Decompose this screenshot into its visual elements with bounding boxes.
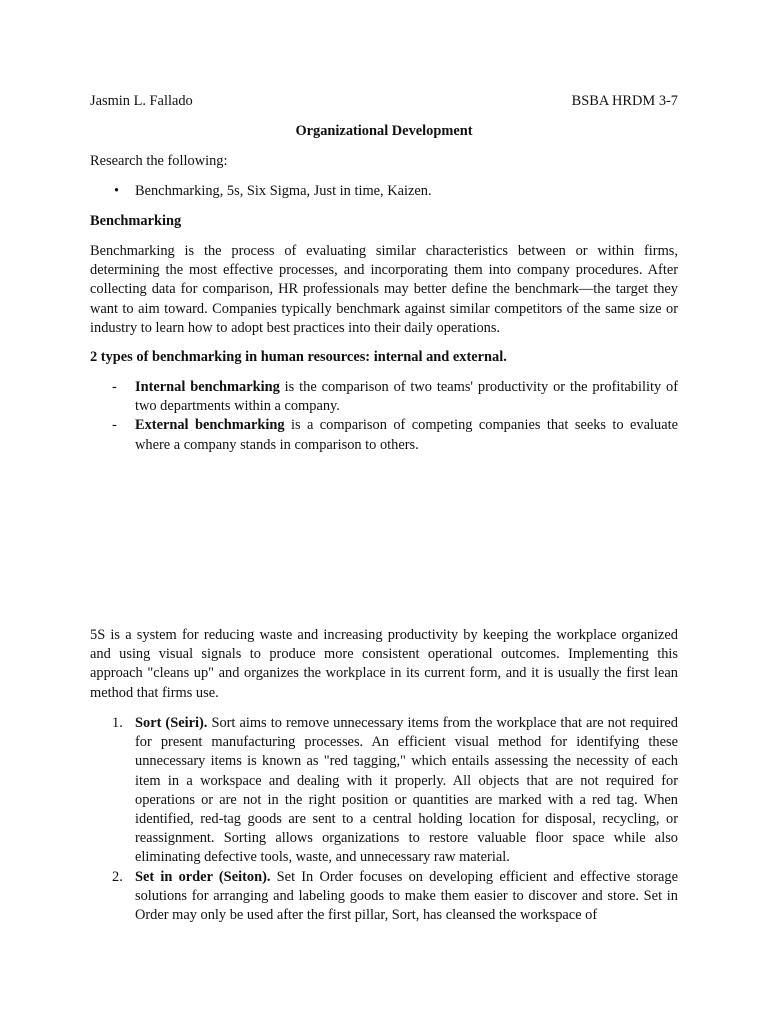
benchmarking-heading: Benchmarking xyxy=(90,213,182,229)
list-item-term: Internal benchmarking xyxy=(135,379,280,395)
five-s-list xyxy=(90,714,678,925)
benchmarking-types-list xyxy=(90,378,678,455)
list-item xyxy=(90,378,678,416)
intro-text: Research the following: xyxy=(90,153,228,169)
topics-list-item xyxy=(90,182,678,201)
list-item xyxy=(90,714,678,868)
bullet-icon: • xyxy=(114,183,120,199)
author-name: Jasmin L. Fallado xyxy=(90,93,193,109)
topics-list-text: Benchmarking, 5s, Six Sigma, Just in time, Kaizen. xyxy=(135,183,432,199)
list-item-term: Sort (Seiri). xyxy=(135,715,208,731)
benchmarking-paragraph: Benchmarking is the process of evaluating similar characteristics between or within firms, determining the most effective processes, and incorporating them into company procedures. After collecting data for comparison, HR professionals may better define the benchmark—the target they want to aim toward. Companies typically benchmark against similar competitors of the same size or industry to learn how to adopt best practices into their daily operations. xyxy=(90,243,678,336)
document-header xyxy=(90,92,678,111)
list-item-term: Set in order (Seiton). xyxy=(135,868,271,885)
list-item-text: is a comparison of competing companies that seeks to evaluate where a company stands in comparison to others. xyxy=(135,417,678,453)
list-item-text: is the comparison of two teams' productivity or the profitability of two departments within a company. xyxy=(135,379,678,415)
list-item xyxy=(90,868,678,926)
course-section: BSBA HRDM 3-7 xyxy=(571,93,678,109)
list-item xyxy=(90,416,678,454)
dash-icon: - xyxy=(112,417,117,434)
list-item-text: Set In Order focuses on developing efficient and effective storage solutions for arranging and labeling goods to make them easier to discover and store. Set in Order may only be used after the first pillar, Sort, has cleansed the workspace of xyxy=(135,868,679,924)
five-s-paragraph: 5S is a system for reducing waste and increasing productivity by keeping the workplace organized and using visual signals to produce more consistent operational outcomes. Implementing this approach "cleans up" and organizes the workplace in its current form, and it is usually the first lean method that firms use. xyxy=(90,627,678,701)
benchmarking-types-heading: 2 types of benchmarking in human resources: internal and external. xyxy=(90,349,507,365)
dash-icon: - xyxy=(112,379,117,395)
list-item-text: Sort aims to remove unnecessary items from the workplace that are not required for present manufacturing processes. An efficient visual method for identifying these unnecessary items is known as "red tagging," which entails assessing the necessity of each item in a workspace and dealing with it properly. All objects that are not required for operations or are not in the right position or quantities are marked with a red tag. When identified, red-tag goods are sent to a central holding location for disposal, recycling, or reassignment. Sorting allows organizations to restore valuable floor space while also eliminating defective tools, waste, and unnecessary raw material. xyxy=(135,715,678,866)
list-item-number: 1. xyxy=(112,715,123,731)
list-item-number: 2. xyxy=(112,868,123,885)
document-title: Organizational Development xyxy=(295,123,473,139)
list-item-term: External benchmarking xyxy=(135,417,285,434)
